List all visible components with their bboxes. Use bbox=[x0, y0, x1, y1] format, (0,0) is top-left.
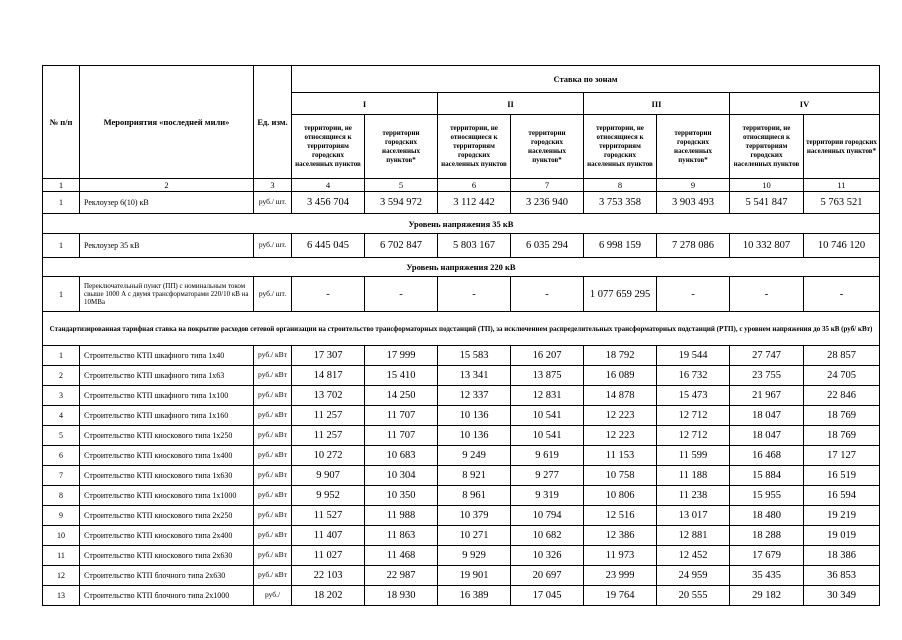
rate-value: 23 999 bbox=[584, 566, 657, 586]
rate-value: 3 112 442 bbox=[438, 192, 511, 214]
rate-value: 11 599 bbox=[657, 446, 730, 466]
rate-value: 30 349 bbox=[804, 586, 880, 606]
rate-value: 10 136 bbox=[438, 406, 511, 426]
rate-value: 18 202 bbox=[292, 586, 365, 606]
tariff-table bbox=[42, 65, 880, 606]
rate-value: 10 379 bbox=[438, 506, 511, 526]
table-row bbox=[43, 386, 880, 406]
rate-value: 12 337 bbox=[438, 386, 511, 406]
rate-value: 9 249 bbox=[438, 446, 511, 466]
rate-value: 12 831 bbox=[511, 386, 584, 406]
event-name: Строительство КТП киоскового типа 2х250 bbox=[80, 506, 254, 526]
column-number: 3 bbox=[254, 179, 292, 192]
rate-value: 11 257 bbox=[292, 426, 365, 446]
section-band-row bbox=[43, 214, 880, 234]
rate-value: 13 702 bbox=[292, 386, 365, 406]
rate-value: 3 903 493 bbox=[657, 192, 730, 214]
row-number: 1 bbox=[43, 192, 80, 214]
rate-value: 10 794 bbox=[511, 506, 584, 526]
unit-header: Ед. изм. bbox=[254, 66, 292, 179]
event-name: Реклоузер 35 кВ bbox=[80, 234, 254, 258]
column-number: 10 bbox=[730, 179, 804, 192]
unit-cell: руб./ кВт bbox=[254, 566, 292, 586]
event-name: Строительство КТП блочного типа 2х630 bbox=[80, 566, 254, 586]
table-row bbox=[43, 546, 880, 566]
rate-value: 10 304 bbox=[365, 466, 438, 486]
rate-value: 22 103 bbox=[292, 566, 365, 586]
rate-value: 21 967 bbox=[730, 386, 804, 406]
event-header: Мероприятия «последней мили» bbox=[80, 66, 254, 179]
rate-value: 1 077 659 295 bbox=[584, 277, 657, 312]
unit-cell: руб./ кВт bbox=[254, 406, 292, 426]
rate-value: 11 707 bbox=[365, 406, 438, 426]
rate-value: 11 468 bbox=[365, 546, 438, 566]
table-row bbox=[43, 346, 880, 366]
rate-value: 3 594 972 bbox=[365, 192, 438, 214]
rate-value: 10 806 bbox=[584, 486, 657, 506]
section-band-row bbox=[43, 312, 880, 346]
rate-value: 11 707 bbox=[365, 426, 438, 446]
rate-value: 19 019 bbox=[804, 526, 880, 546]
rate-value: 8 961 bbox=[438, 486, 511, 506]
rate-value: 35 435 bbox=[730, 566, 804, 586]
unit-cell: руб./ кВт bbox=[254, 366, 292, 386]
rate-value: 11 188 bbox=[657, 466, 730, 486]
rate-value: 9 277 bbox=[511, 466, 584, 486]
rate-value: 12 881 bbox=[657, 526, 730, 546]
table-row bbox=[43, 446, 880, 466]
zone-subheader: территории городских населенных пунктов* bbox=[511, 115, 584, 179]
rate-value: 10 682 bbox=[511, 526, 584, 546]
table-row bbox=[43, 526, 880, 546]
table-row bbox=[43, 192, 880, 214]
rate-value: 17 127 bbox=[804, 446, 880, 466]
rate-value: - bbox=[438, 277, 511, 312]
rate-value: - bbox=[292, 277, 365, 312]
rate-value: 14 250 bbox=[365, 386, 438, 406]
event-name: Строительство КТП киоскового типа 2х630 bbox=[80, 546, 254, 566]
column-number: 9 bbox=[657, 179, 730, 192]
rate-value: 12 386 bbox=[584, 526, 657, 546]
rate-value: 18 047 bbox=[730, 426, 804, 446]
rate-value: 5 803 167 bbox=[438, 234, 511, 258]
rate-value: 16 468 bbox=[730, 446, 804, 466]
rate-value: 11 238 bbox=[657, 486, 730, 506]
rate-value: 18 288 bbox=[730, 526, 804, 546]
rate-value: 10 746 120 bbox=[804, 234, 880, 258]
rate-value: 11 863 bbox=[365, 526, 438, 546]
rate-value: 10 136 bbox=[438, 426, 511, 446]
unit-cell: руб./ кВт bbox=[254, 506, 292, 526]
rate-value: 17 307 bbox=[292, 346, 365, 366]
column-number: 1 bbox=[43, 179, 80, 192]
table-row bbox=[43, 466, 880, 486]
rate-value: 13 875 bbox=[511, 366, 584, 386]
rate-value: 19 764 bbox=[584, 586, 657, 606]
table-row bbox=[43, 506, 880, 526]
rate-value: - bbox=[657, 277, 730, 312]
rate-value: 19 219 bbox=[804, 506, 880, 526]
row-number: 1 bbox=[43, 234, 80, 258]
rate-value: 17 045 bbox=[511, 586, 584, 606]
table-row bbox=[43, 586, 880, 606]
unit-cell: руб./ кВт bbox=[254, 466, 292, 486]
unit-cell: руб./ кВт bbox=[254, 446, 292, 466]
event-name: Реклоузер 6(10) кВ bbox=[80, 192, 254, 214]
rate-value: - bbox=[365, 277, 438, 312]
rate-value: 7 278 086 bbox=[657, 234, 730, 258]
zone-subheader: территории, не относящиеся к территориям городских населенных пунктов bbox=[438, 115, 511, 179]
rate-value: 18 930 bbox=[365, 586, 438, 606]
zone-subheader: территории, не относящиеся к территориям городских населенных пунктов bbox=[292, 115, 365, 179]
rate-value: 20 697 bbox=[511, 566, 584, 586]
rate-value: 11 257 bbox=[292, 406, 365, 426]
event-name: Строительство КТП киоскового типа 1х630 bbox=[80, 466, 254, 486]
rate-value: - bbox=[730, 277, 804, 312]
rate-value: 16 389 bbox=[438, 586, 511, 606]
zone-subheader: территории городских населенных пунктов* bbox=[365, 115, 438, 179]
rates-header: Ставка по зонам bbox=[292, 66, 880, 93]
rate-value: 12 712 bbox=[657, 406, 730, 426]
rate-value: 28 857 bbox=[804, 346, 880, 366]
rate-value: 6 445 045 bbox=[292, 234, 365, 258]
section-band: Стандартизированная тарифная ставка на покрытие расходов сетевой организации на строительство трансформаторных подстанций (ТП), за исключением распределительных трансформаторных подстанций (РТП), с уровнем напряжения до 35 кВ (руб/ кВт) bbox=[43, 312, 880, 346]
rate-value: 3 236 940 bbox=[511, 192, 584, 214]
rate-value: 11 527 bbox=[292, 506, 365, 526]
rate-value: 14 817 bbox=[292, 366, 365, 386]
table-row bbox=[43, 566, 880, 586]
event-name: Строительство КТП киоскового типа 2х400 bbox=[80, 526, 254, 546]
rate-value: 5 763 521 bbox=[804, 192, 880, 214]
zone-header: II bbox=[438, 93, 584, 115]
event-name: Строительство КТП киоскового типа 1х400 bbox=[80, 446, 254, 466]
rate-value: 16 519 bbox=[804, 466, 880, 486]
rate-value: 18 047 bbox=[730, 406, 804, 426]
column-number: 5 bbox=[365, 179, 438, 192]
unit-cell: руб./ кВт bbox=[254, 346, 292, 366]
rate-value: 8 921 bbox=[438, 466, 511, 486]
rate-value: 13 341 bbox=[438, 366, 511, 386]
row-number: 8 bbox=[43, 486, 80, 506]
zone-subheader: территории городских населенных пунктов* bbox=[657, 115, 730, 179]
rate-value: 15 884 bbox=[730, 466, 804, 486]
rate-value: 17 999 bbox=[365, 346, 438, 366]
rate-value: 11 973 bbox=[584, 546, 657, 566]
table-row bbox=[43, 366, 880, 386]
row-number: 3 bbox=[43, 386, 80, 406]
num-header: № п/п bbox=[43, 66, 80, 179]
column-number: 11 bbox=[804, 179, 880, 192]
rate-value: 18 480 bbox=[730, 506, 804, 526]
rate-value: 10 332 807 bbox=[730, 234, 804, 258]
rate-value: 10 758 bbox=[584, 466, 657, 486]
unit-cell: руб./ кВт bbox=[254, 486, 292, 506]
rate-value: 6 998 159 bbox=[584, 234, 657, 258]
table-header bbox=[43, 66, 880, 192]
unit-cell: руб./ кВт bbox=[254, 386, 292, 406]
rate-value: 18 769 bbox=[804, 426, 880, 446]
rate-value: - bbox=[804, 277, 880, 312]
zone-header: IV bbox=[730, 93, 880, 115]
rate-value: 11 153 bbox=[584, 446, 657, 466]
rate-value: 12 516 bbox=[584, 506, 657, 526]
unit-cell: руб./ кВт bbox=[254, 546, 292, 566]
row-number: 11 bbox=[43, 546, 80, 566]
rate-value: 15 473 bbox=[657, 386, 730, 406]
rate-value: 12 223 bbox=[584, 406, 657, 426]
rate-value: 9 907 bbox=[292, 466, 365, 486]
column-number: 6 bbox=[438, 179, 511, 192]
rate-value: 10 272 bbox=[292, 446, 365, 466]
rate-value: 10 271 bbox=[438, 526, 511, 546]
rate-value: 23 755 bbox=[730, 366, 804, 386]
rate-value: 10 326 bbox=[511, 546, 584, 566]
rate-value: 18 792 bbox=[584, 346, 657, 366]
table-body bbox=[43, 192, 880, 606]
rate-value: 12 452 bbox=[657, 546, 730, 566]
unit-cell: руб./ шт. bbox=[254, 234, 292, 258]
rate-value: 12 223 bbox=[584, 426, 657, 446]
rate-value: 16 594 bbox=[804, 486, 880, 506]
rate-value: 15 410 bbox=[365, 366, 438, 386]
rate-value: 14 878 bbox=[584, 386, 657, 406]
rate-value: 9 952 bbox=[292, 486, 365, 506]
rate-value: 11 027 bbox=[292, 546, 365, 566]
row-number: 1 bbox=[43, 277, 80, 312]
rate-value: 3 456 704 bbox=[292, 192, 365, 214]
rate-value: 13 017 bbox=[657, 506, 730, 526]
zone-subheader: территории, не относящиеся к территориям городских населенных пунктов bbox=[584, 115, 657, 179]
event-name: Строительство КТП блочного типа 2х1000 bbox=[80, 586, 254, 606]
rate-value: 22 846 bbox=[804, 386, 880, 406]
rate-value: 22 987 bbox=[365, 566, 438, 586]
event-name: Переключательный пункт (ПП) с номинальным током свыше 1000 А с двумя трансформаторами 220/10 кВ на 10МВа bbox=[80, 277, 254, 312]
rate-value: - bbox=[511, 277, 584, 312]
unit-cell: руб./ кВт bbox=[254, 526, 292, 546]
zone-subheader: территории, не относящиеся к территориям городских населенных пунктов bbox=[730, 115, 804, 179]
rate-value: 16 089 bbox=[584, 366, 657, 386]
rate-value: 20 555 bbox=[657, 586, 730, 606]
rate-value: 10 541 bbox=[511, 426, 584, 446]
row-number: 4 bbox=[43, 406, 80, 426]
rate-value: 24 959 bbox=[657, 566, 730, 586]
rate-value: 27 747 bbox=[730, 346, 804, 366]
rate-value: 10 683 bbox=[365, 446, 438, 466]
event-name: Строительство КТП шкафного типа 1х40 bbox=[80, 346, 254, 366]
rate-value: 19 544 bbox=[657, 346, 730, 366]
row-number: 1 bbox=[43, 346, 80, 366]
event-name: Строительство КТП шкафного типа 1х63 bbox=[80, 366, 254, 386]
row-number: 6 bbox=[43, 446, 80, 466]
row-number: 12 bbox=[43, 566, 80, 586]
rate-value: 18 769 bbox=[804, 406, 880, 426]
zone-header: III bbox=[584, 93, 730, 115]
rate-value: 15 583 bbox=[438, 346, 511, 366]
column-number: 2 bbox=[80, 179, 254, 192]
row-number: 10 bbox=[43, 526, 80, 546]
unit-cell: руб./ шт. bbox=[254, 192, 292, 214]
unit-cell: руб./ bbox=[254, 586, 292, 606]
table-row bbox=[43, 426, 880, 446]
row-number: 5 bbox=[43, 426, 80, 446]
rate-value: 12 712 bbox=[657, 426, 730, 446]
event-name: Строительство КТП киоскового типа 1х250 bbox=[80, 426, 254, 446]
rate-value: 9 319 bbox=[511, 486, 584, 506]
rate-value: 36 853 bbox=[804, 566, 880, 586]
rate-value: 24 705 bbox=[804, 366, 880, 386]
table-row bbox=[43, 234, 880, 258]
column-number: 7 bbox=[511, 179, 584, 192]
rate-value: 5 541 847 bbox=[730, 192, 804, 214]
rate-value: 11 407 bbox=[292, 526, 365, 546]
event-name: Строительство КТП шкафного типа 1х160 bbox=[80, 406, 254, 426]
rate-value: 3 753 358 bbox=[584, 192, 657, 214]
rate-value: 9 929 bbox=[438, 546, 511, 566]
row-number: 13 bbox=[43, 586, 80, 606]
rate-value: 15 955 bbox=[730, 486, 804, 506]
rate-value: 18 386 bbox=[804, 546, 880, 566]
column-number: 4 bbox=[292, 179, 365, 192]
rate-value: 19 901 bbox=[438, 566, 511, 586]
rate-value: 16 732 bbox=[657, 366, 730, 386]
rate-value: 16 207 bbox=[511, 346, 584, 366]
event-name: Строительство КТП шкафного типа 1х100 bbox=[80, 386, 254, 406]
rate-value: 6 702 847 bbox=[365, 234, 438, 258]
zone-subheader: территории городских населенных пунктов* bbox=[804, 115, 880, 179]
section-band: Уровень напряжения 35 кВ bbox=[43, 214, 880, 234]
unit-cell: руб./ шт. bbox=[254, 277, 292, 312]
rate-value: 6 035 294 bbox=[511, 234, 584, 258]
unit-cell: руб./ кВт bbox=[254, 426, 292, 446]
row-number: 2 bbox=[43, 366, 80, 386]
table-row bbox=[43, 486, 880, 506]
row-number: 9 bbox=[43, 506, 80, 526]
zone-header: I bbox=[292, 93, 438, 115]
section-band-row bbox=[43, 258, 880, 277]
column-number: 8 bbox=[584, 179, 657, 192]
rate-value: 10 541 bbox=[511, 406, 584, 426]
row-number: 7 bbox=[43, 466, 80, 486]
table-row bbox=[43, 277, 880, 312]
table-row bbox=[43, 406, 880, 426]
rate-value: 29 182 bbox=[730, 586, 804, 606]
event-name: Строительство КТП киоскового типа 1х1000 bbox=[80, 486, 254, 506]
section-band: Уровень напряжения 220 кВ bbox=[43, 258, 880, 277]
rate-value: 10 350 bbox=[365, 486, 438, 506]
rate-value: 11 988 bbox=[365, 506, 438, 526]
rate-value: 17 679 bbox=[730, 546, 804, 566]
rate-value: 9 619 bbox=[511, 446, 584, 466]
